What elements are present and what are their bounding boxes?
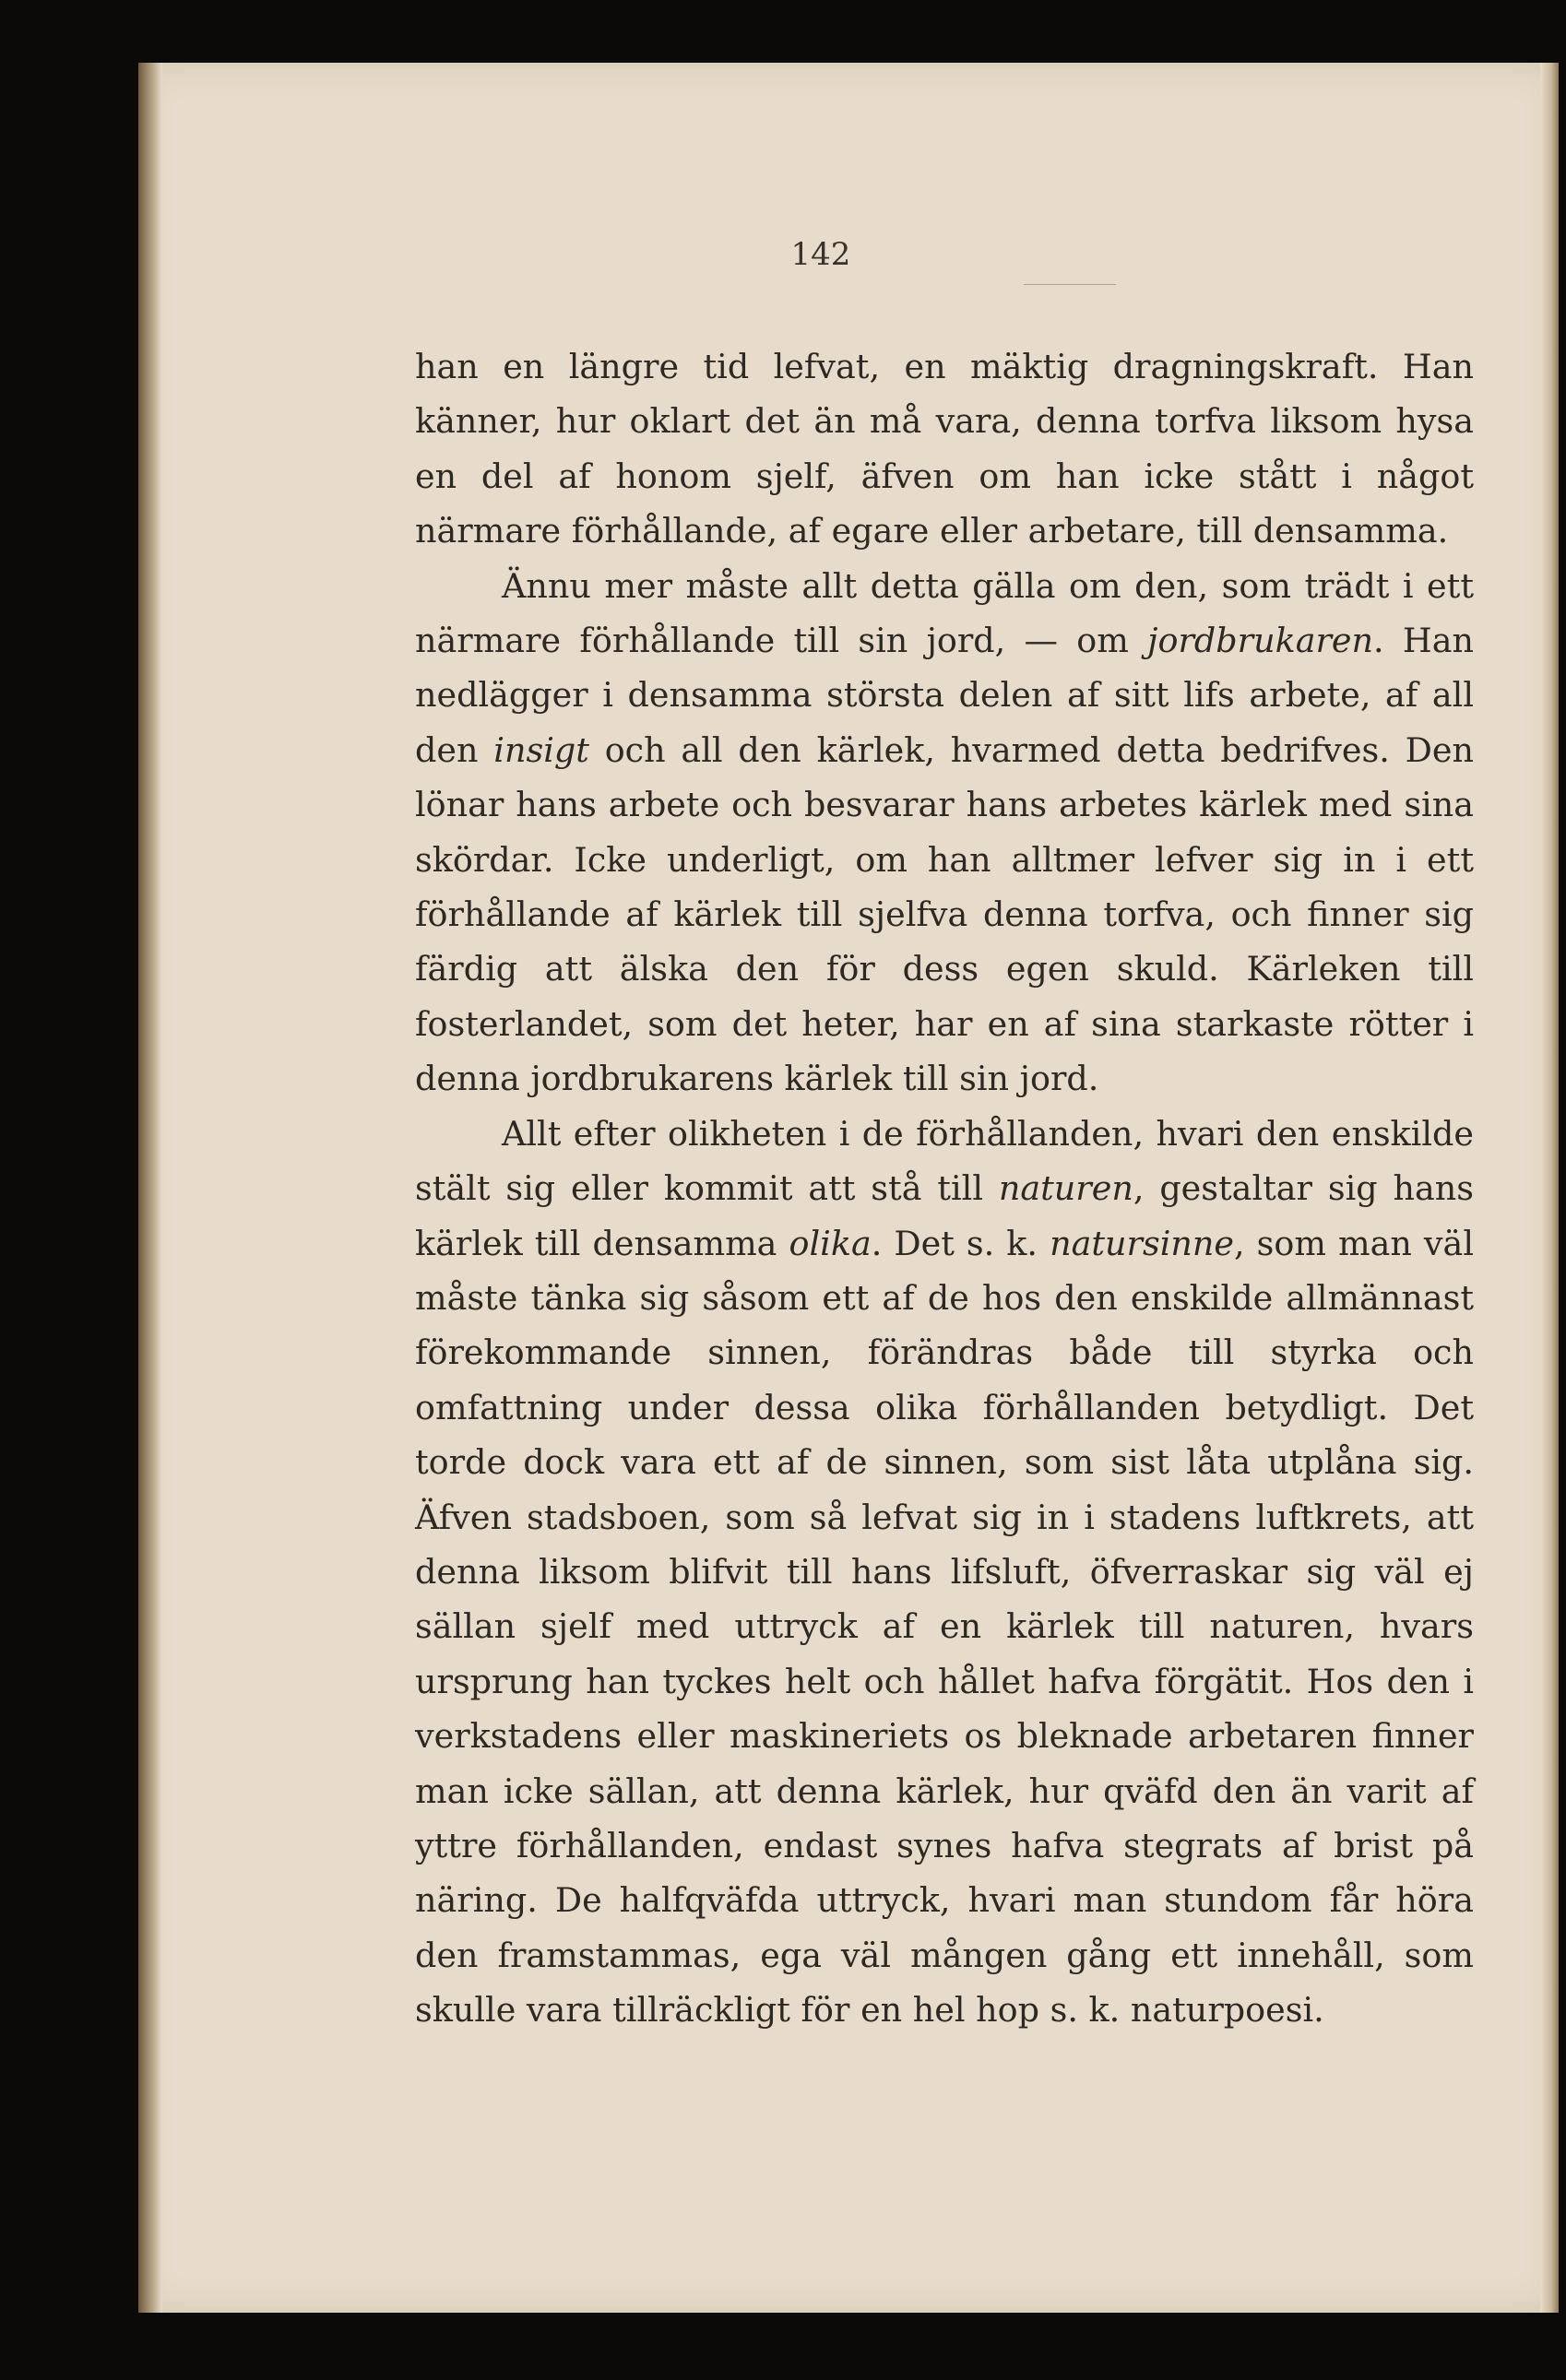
italic-text-run: insigt xyxy=(493,729,589,770)
paragraph xyxy=(415,339,1474,559)
text-run: Ännu mer måste allt detta gälla om den, som trädt i ett närmare förhållande till sin jord, — om xyxy=(415,565,1474,661)
page-number: 142 xyxy=(790,236,851,273)
italic-text-run: naturen xyxy=(998,1168,1133,1209)
text-run: Allt efter olikheten i de förhållanden, hvari den enskilde stält sig eller kommit att stå till xyxy=(415,1113,1474,1209)
book-page xyxy=(138,63,1559,2313)
text-run: , som man väl måste tänka sig såsom ett af de hos den enskilde allmännast förekommande sinnen, förändras både till styrka och omfattning under dessa olika förhållanden betydligt. Det torde dock vara ett af de sinnen, som sist låta utplåna sig. Äfven stadsboen, som så lefvat sig in i stadens luftkrets, att denna liksom blifvit till hans lifsluft, öfverraskar sig väl ej sällan sjelf med uttryck af en kärlek till naturen, hvars ursprung han tyckes helt och hållet hafva förgätit. Hos den i verkstadens eller maskineriets os bleknade arbetaren finner man icke sällan, att denna kärlek, hur qväfd den än varit af yttre förhållanden, endast synes hafva stegrats af brist på näring. De halfqväfda uttryck, hvari man stundom får höra den framstammas, ega väl mången gång ett innehåll, som skulle vara tillräckligt för en hel hop s. k. naturpoesi. xyxy=(415,1223,1474,2031)
italic-text-run: jordbrukaren xyxy=(1147,621,1374,661)
paragraph xyxy=(415,1107,1474,2038)
italic-text-run: olika xyxy=(789,1223,872,1263)
text-run: och all den kärlek, hvarmed detta bedrifves. Den lönar hans arbete och besvarar hans arbetes kärlek med sina skördar. Icke underligt, om han alltmer lefver sig in i ett förhållande af kärlek till sjelfva denna torfva, och finner sig färdig att älska den för dess egen skuld. Kärleken till fosterlandet, som det heter, har en af sina starkaste rötter i denna jordbrukarens kärlek till sin jord. xyxy=(415,729,1474,1099)
page-number-rule xyxy=(1024,284,1116,285)
text-run: . Han nedlägger i densamma största delen af sitt lifs arbete, af all den xyxy=(415,621,1474,770)
text-run: , gestaltar sig hans kärlek till densamma xyxy=(415,1168,1474,1263)
text-run: . Det s. k. xyxy=(871,1223,1050,1263)
italic-text-run: natursinne xyxy=(1050,1223,1234,1263)
paragraph xyxy=(415,559,1474,1107)
body-text xyxy=(415,339,1474,2038)
page-spine-shadow xyxy=(138,63,162,2313)
text-run: han en längre tid lefvat, en mäktig dragningskraft. Han känner, hur oklart det än må vara, denna torfva liksom hysa en del af honom sjelf, äfven om han icke stått i något närmare förhållande, af egare eller arbetare, till densamma. xyxy=(415,347,1474,551)
page-edge-shadow xyxy=(1540,63,1559,2313)
